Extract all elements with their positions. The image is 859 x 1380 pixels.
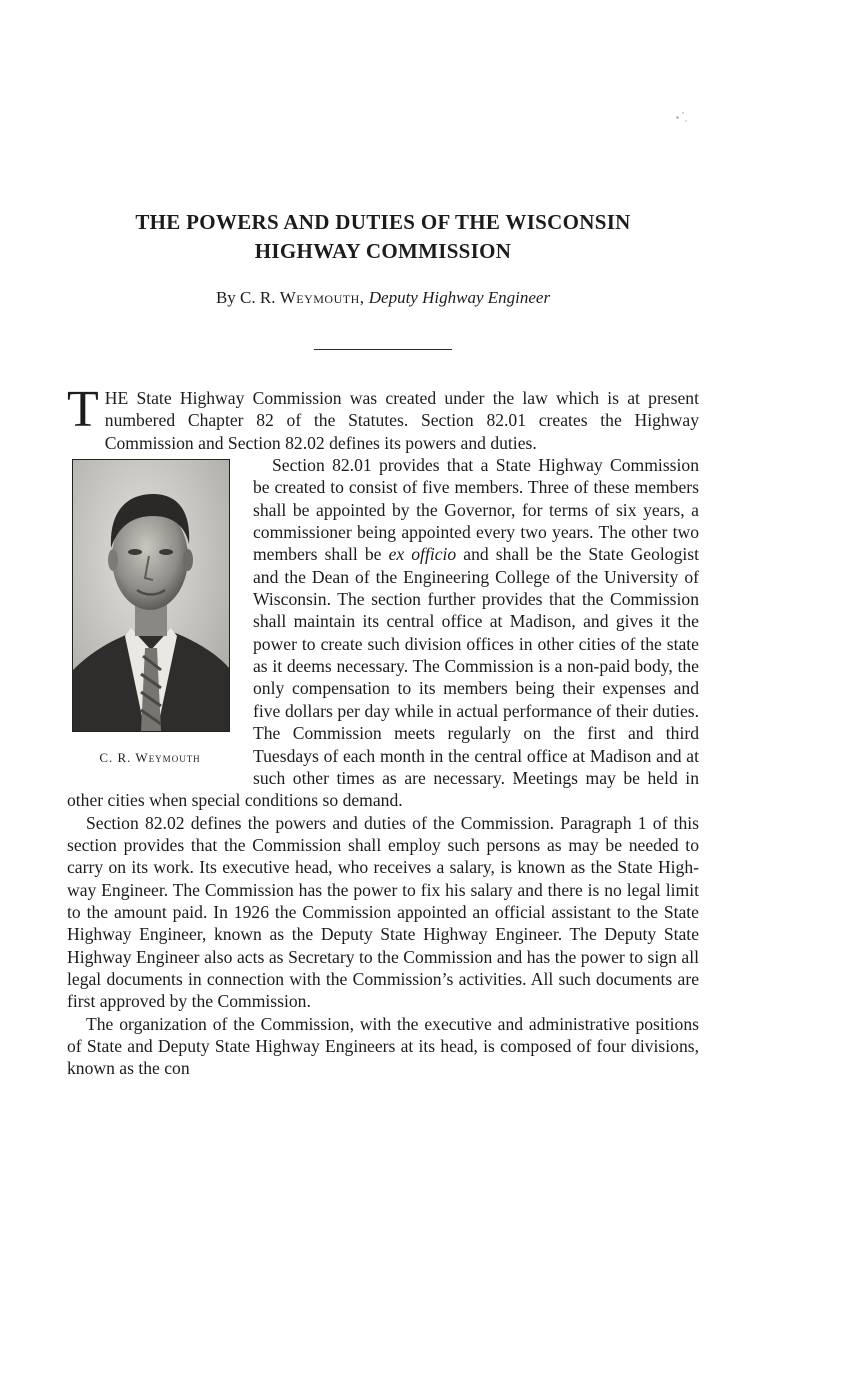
portrait-image [73, 460, 229, 731]
paragraph-2-emphasis: ex officio [388, 544, 457, 565]
scan-speck [685, 120, 687, 122]
article-body [67, 381, 699, 1080]
byline-prefix: By C. R. [215, 288, 280, 307]
title-line-1: THE POWERS AND DUTIES OF THE WISCONSIN [135, 210, 631, 234]
article-title [67, 208, 699, 266]
paragraph-2-text-b: and shall be the State Geologist and the Dean of the Engineering College of the University of Wisconsin. The section further provides that the Commission shall maintain its central office at Madison, and gives it the power to create such division offices in other cities of the state as it deems necessary. The Commission is a non-paid body, the only compensation to its members being their expenses and five dollars per day while in actual performance of their duties. The Commission meets regularly on the first and third Tuesdays of each month in the central office at Madison and at such other times as are necessary. Meetings may be held in other cities when special conditions so demand. [67, 544, 699, 811]
portrait-figure [67, 459, 233, 781]
byline [67, 287, 699, 309]
title-divider [314, 349, 452, 350]
paragraph-4: The organization of the Commission, with the executive and administrative positions of State and Deputy State Highway Engineers at its head, is composed of four divisions, known as the con [67, 1013, 699, 1079]
paragraph-2-text-a: Section 82.01 provides that a State Highway Commission be created to consist of five members. Three of these members shall be appointed by the Governor, for terms of six years, a commissioner being appointed every two years. The other two members shall be [253, 455, 699, 565]
portrait-caption: C. R. Weymouth [99, 750, 201, 766]
paragraph-3: Section 82.02 defines the powers and duties of the Commission. Paragraph 1 of this section provides that the Commission shall employ such persons as may be needed to carry on its work. Its executive head, who receives a salary, is known as the State Highway Engineer. The Commission has the power to fix his salary and there is no legal limit to the amount paid. In 1926 the Commission appointed an official assistant to the State Highway Engineer, known as the Deputy State Highway Engineer. The Deputy State Highway Engineer also acts as Secretary to the Commission and has the power to sign all legal documents in connection with the Commission’s activities. All such documents are first approved by the Commission. [67, 812, 699, 1012]
author-name: Weymouth, [279, 288, 365, 307]
drop-cap: T [67, 381, 99, 438]
scan-speck [682, 112, 684, 114]
author-role: Deputy Highway Engineer [368, 288, 551, 307]
title-line-2: HIGHWAY COMMISSION [254, 239, 512, 263]
paragraph-1 [67, 381, 699, 454]
portrait-photo [72, 459, 230, 732]
scan-speck-marks [672, 110, 692, 130]
paragraph-1-text: HE State Highway Commission was created under the law which is at present numbered Chapter 82 of the Statutes. Section 82.01 creates the Highway Commission and Section 82.02 defines its powers and duties. [104, 388, 699, 453]
scan-speck [676, 116, 679, 119]
